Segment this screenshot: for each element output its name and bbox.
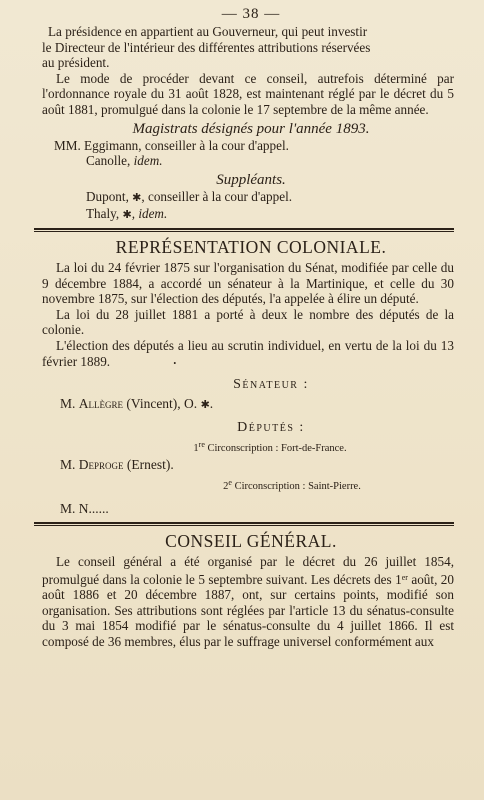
depute-1-surname: Deproge bbox=[78, 457, 124, 473]
supplement-line-1 bbox=[48, 189, 454, 207]
senateur-prefix: M. bbox=[60, 396, 76, 412]
ink-mark: • bbox=[173, 358, 177, 368]
magistrate-name: Canolle, bbox=[86, 153, 131, 169]
circonscription-2-label: 2e Circonscription : Saint-Pierre. bbox=[223, 478, 361, 493]
representation-paragraph-3-text: L'élection des députés a lieu au scrutin individuel, en vertu de la loi du 13 février 1889. bbox=[42, 337, 454, 369]
magistrate-role: conseiller à la cour d'appel. bbox=[144, 137, 289, 153]
senateur-heading: Sénateur : bbox=[233, 377, 309, 393]
magistrate-prefix: MM. bbox=[54, 137, 81, 153]
magistrate-line-2 bbox=[48, 153, 454, 169]
section-separator bbox=[34, 228, 454, 232]
section-separator bbox=[34, 522, 454, 526]
supplement-name: Thaly, bbox=[86, 206, 120, 222]
supplement-name: Dupont, bbox=[86, 188, 129, 204]
supplement-role: , conseiller à la cour d'appel. bbox=[141, 188, 293, 204]
legion-cross-icon: ✱ bbox=[200, 399, 210, 412]
representation-paragraph-2: La loi du 28 juillet 1881 a porté à deux le nombre des députés de la colonie. bbox=[42, 306, 454, 338]
magistrates-heading: Magistrats désignés pour l'année 1893. bbox=[132, 120, 370, 137]
depute-2-line: M. N...... bbox=[60, 501, 109, 517]
magistrate-role: idem. bbox=[133, 153, 163, 169]
senateur-surname: Allègre bbox=[78, 396, 124, 412]
procedure-paragraph: Le mode de procéder devant ce conseil, autrefois déterminé par l'ordonnance royale du 31 août 1828, est maintenant réglé par le décret du 5 août 1881, promulgué dans la colonie le 17 septembre de la même année. bbox=[42, 70, 454, 117]
magistrate-line-1 bbox=[48, 138, 454, 154]
supplement-role: , idem. bbox=[131, 206, 168, 222]
intro-line-2: le Directeur de l'intérieur des différentes attributions réservées bbox=[42, 39, 371, 55]
section-title-conseil: CONSEIL GÉNÉRAL. bbox=[165, 531, 337, 552]
representation-paragraph-3 bbox=[42, 338, 454, 371]
senateur-line: M. Allègre (Vincent), O. ✱. bbox=[60, 396, 214, 412]
supplement-line-2 bbox=[48, 206, 454, 224]
depute-1-line: M. Deproge (Ernest). bbox=[60, 457, 174, 473]
section-title-representation: REPRÉSENTATION COLONIALE. bbox=[115, 236, 387, 257]
circonscription-1-label: 1re Circonscription : Fort-de-France. bbox=[193, 440, 347, 455]
page-number: — 38 — bbox=[221, 6, 281, 22]
deputes-heading: Députés : bbox=[237, 420, 305, 436]
intro-line-3: au président. bbox=[42, 55, 110, 71]
senateur-given: (Vincent), O. bbox=[126, 396, 198, 412]
magistrate-name: Eggimann, bbox=[84, 137, 142, 153]
representation-paragraph-1: La loi du 24 février 1875 sur l'organisation du Sénat, modifiée par celle du 9 décembre 1884, a accordé un sénateur à la Martinique, et celle du 30 novembre 1875, sur l'élection des députés, l'a appelée à élire un député. bbox=[42, 259, 454, 307]
legion-cross-icon: ✱ bbox=[132, 191, 142, 204]
conseil-paragraph: Le conseil général a été organisé par le décret du 26 juillet 1854, promulgué dans la colonie le 5 septembre suivant. Les décrets des 1er août, 20 août 1886 et 20 décembre 1887, ont, sur certains points, modifié son organisation. Ses attributions sont réglées par l'article 13 du sénatus-consulte du 3 mai 1854 modifié par le sénatus-consulte du 4 juillet 1866. Il est composé de 36 membres, élus par le suffrage universel conformément aux bbox=[42, 554, 454, 650]
legion-cross-icon: ✱ bbox=[122, 209, 132, 222]
intro-line-1: La présidence en appartient au Gouverneur, qui peut investir bbox=[48, 24, 368, 39]
supplements-heading: Suppléants. bbox=[216, 171, 286, 188]
